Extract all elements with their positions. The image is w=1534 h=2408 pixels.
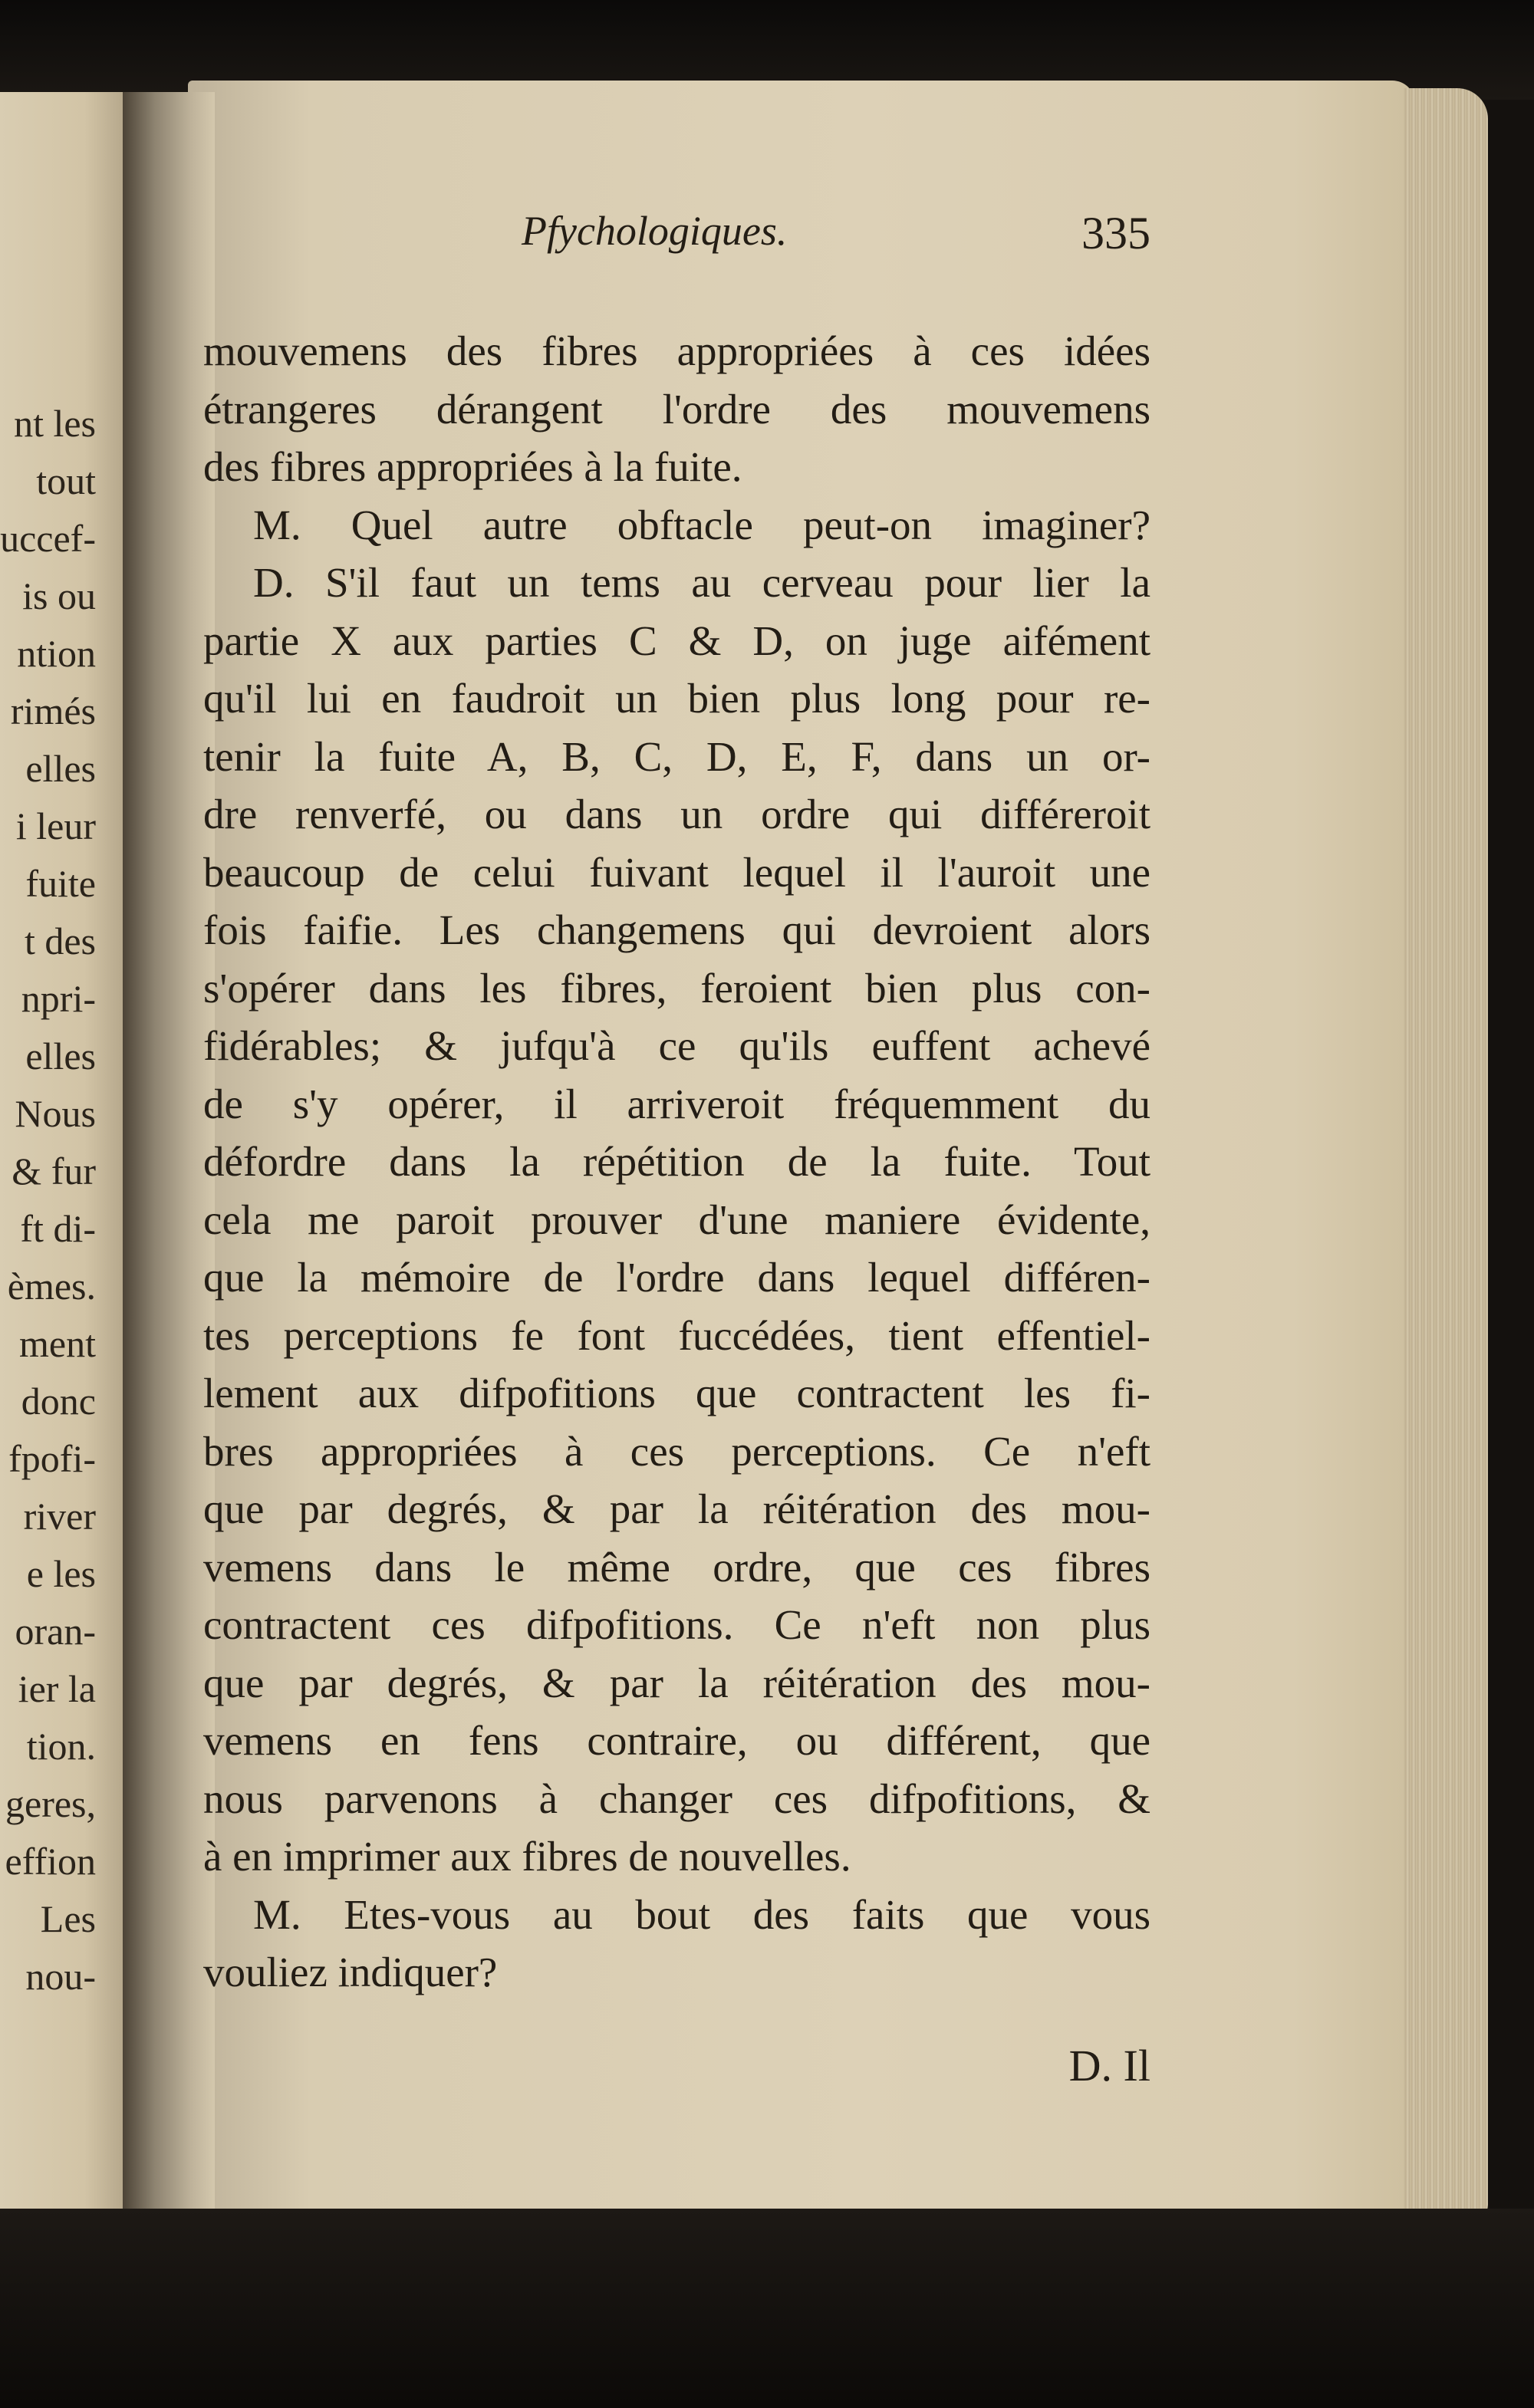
- page-header: [203, 207, 1150, 276]
- left-fragment-line: is ou: [22, 574, 96, 617]
- text-line: fidérables; & jufqu'à ce qu'ils euffent achevé: [203, 1022, 1150, 1069]
- left-fragment-line: uccef-: [0, 517, 96, 560]
- left-page-fragments: [0, 395, 96, 2005]
- text-line: beaucoup de celui fuivant lequel il l'auroit une: [203, 848, 1150, 896]
- text-line: mouvemens des fibres appropriées à ces idées: [203, 327, 1150, 374]
- dark-background-bottom: [0, 2209, 1534, 2408]
- text-line: à en imprimer aux fibres de nouvelles.: [203, 1833, 851, 1880]
- left-fragment-line: tout: [36, 459, 96, 502]
- left-fragment-line: donc: [21, 1380, 96, 1423]
- text-line: bres appropriées à ces perceptions. Ce n'eft: [203, 1427, 1150, 1475]
- left-fragment-line: fpofi-: [8, 1437, 96, 1480]
- text-line: lement aux difpofitions que contractent les fi-: [203, 1370, 1150, 1416]
- text-line: que par degrés, & par la réitération des mou-: [203, 1485, 1150, 1532]
- left-fragment-line: e les: [26, 1552, 96, 1595]
- left-fragment-line: effion: [5, 1840, 96, 1883]
- text-line: partie X aux parties C & D, on juge aifément: [203, 617, 1150, 664]
- text-line: tenir la fuite A, B, C, D, E, F, dans un or-: [203, 732, 1150, 780]
- left-fragment-line: oran-: [15, 1610, 96, 1653]
- text-line: vemens dans le même ordre, que ces fibres: [203, 1543, 1150, 1591]
- text-line: M. Quel autre obftacle peut-on imaginer?: [253, 501, 1150, 548]
- left-fragment-line: t des: [24, 919, 96, 962]
- text-line: s'opérer dans les fibres, feroient bien plus con-: [203, 964, 1150, 1012]
- text-line: cela me paroit prouver d'une maniere évidente,: [203, 1196, 1150, 1243]
- text-line: tes perceptions fe font fuccédées, tient effentiel-: [203, 1311, 1150, 1359]
- text-line: étrangeres dérangent l'ordre des mouvemens: [203, 385, 1150, 433]
- text-line: vouliez indiquer?: [203, 1949, 498, 1995]
- text-line: défordre dans la répétition de la fuite. Tout: [203, 1138, 1150, 1185]
- left-fragment-line: ft di-: [20, 1207, 96, 1250]
- left-fragment-line: river: [23, 1495, 96, 1538]
- left-fragment-line: & fur: [12, 1150, 96, 1192]
- text-line: de s'y opérer, il arriveroit fréquemment du: [203, 1080, 1150, 1127]
- text-line: fois faifie. Les changemens qui devroient alors: [203, 906, 1150, 953]
- text-line: D. S'il faut un tems au cerveau pour lier la: [253, 559, 1150, 606]
- body-text: [203, 322, 1150, 2002]
- catchword: D. Il: [1068, 2041, 1150, 2091]
- left-fragment-line: nou-: [25, 1955, 96, 1998]
- left-fragment-line: rimés: [10, 689, 96, 732]
- left-fragment-line: nt les: [14, 402, 96, 445]
- left-fragment-line: elles: [25, 747, 96, 790]
- left-fragment-line: fuite: [25, 862, 96, 905]
- book-gutter: [123, 92, 215, 2239]
- text-line: que par degrés, & par la réitération des mou-: [203, 1659, 1150, 1706]
- left-fragment-line: èmes.: [7, 1265, 96, 1308]
- left-fragment-line: Les: [40, 1897, 96, 1940]
- page-edges: [1404, 88, 1488, 2220]
- left-fragment-line: geres,: [5, 1782, 96, 1825]
- text-line: des fibres appropriées à la fuite.: [203, 443, 742, 490]
- left-fragment-line: tion.: [26, 1725, 96, 1768]
- left-fragment-line: npri-: [21, 977, 96, 1020]
- left-fragment-line: ntion: [17, 632, 96, 675]
- text-line: nous parvenons à changer ces difpofitions, &: [203, 1775, 1150, 1822]
- left-fragment-line: Nous: [15, 1092, 96, 1135]
- text-line: dre renverfé, ou dans un ordre qui différeroit: [203, 791, 1150, 837]
- left-fragment-line: ier la: [18, 1667, 96, 1710]
- text-line: M. Etes-vous au bout des faits que vous: [253, 1890, 1150, 1938]
- page-number: 335: [1081, 208, 1150, 258]
- text-line: qu'il lui en faudroit un bien plus long pour re-: [203, 675, 1150, 722]
- running-head: Pfychologiques.: [522, 208, 788, 254]
- left-fragment-line: i leur: [15, 804, 96, 847]
- text-line: que la mémoire de l'ordre dans lequel différen-: [203, 1254, 1150, 1301]
- text-line: vemens en fens contraire, ou différent, que: [203, 1717, 1150, 1764]
- left-fragment-line: ment: [19, 1322, 96, 1365]
- left-fragment-line: elles: [25, 1035, 96, 1077]
- text-line: contractent ces difpofitions. Ce n'eft non plus: [203, 1601, 1150, 1648]
